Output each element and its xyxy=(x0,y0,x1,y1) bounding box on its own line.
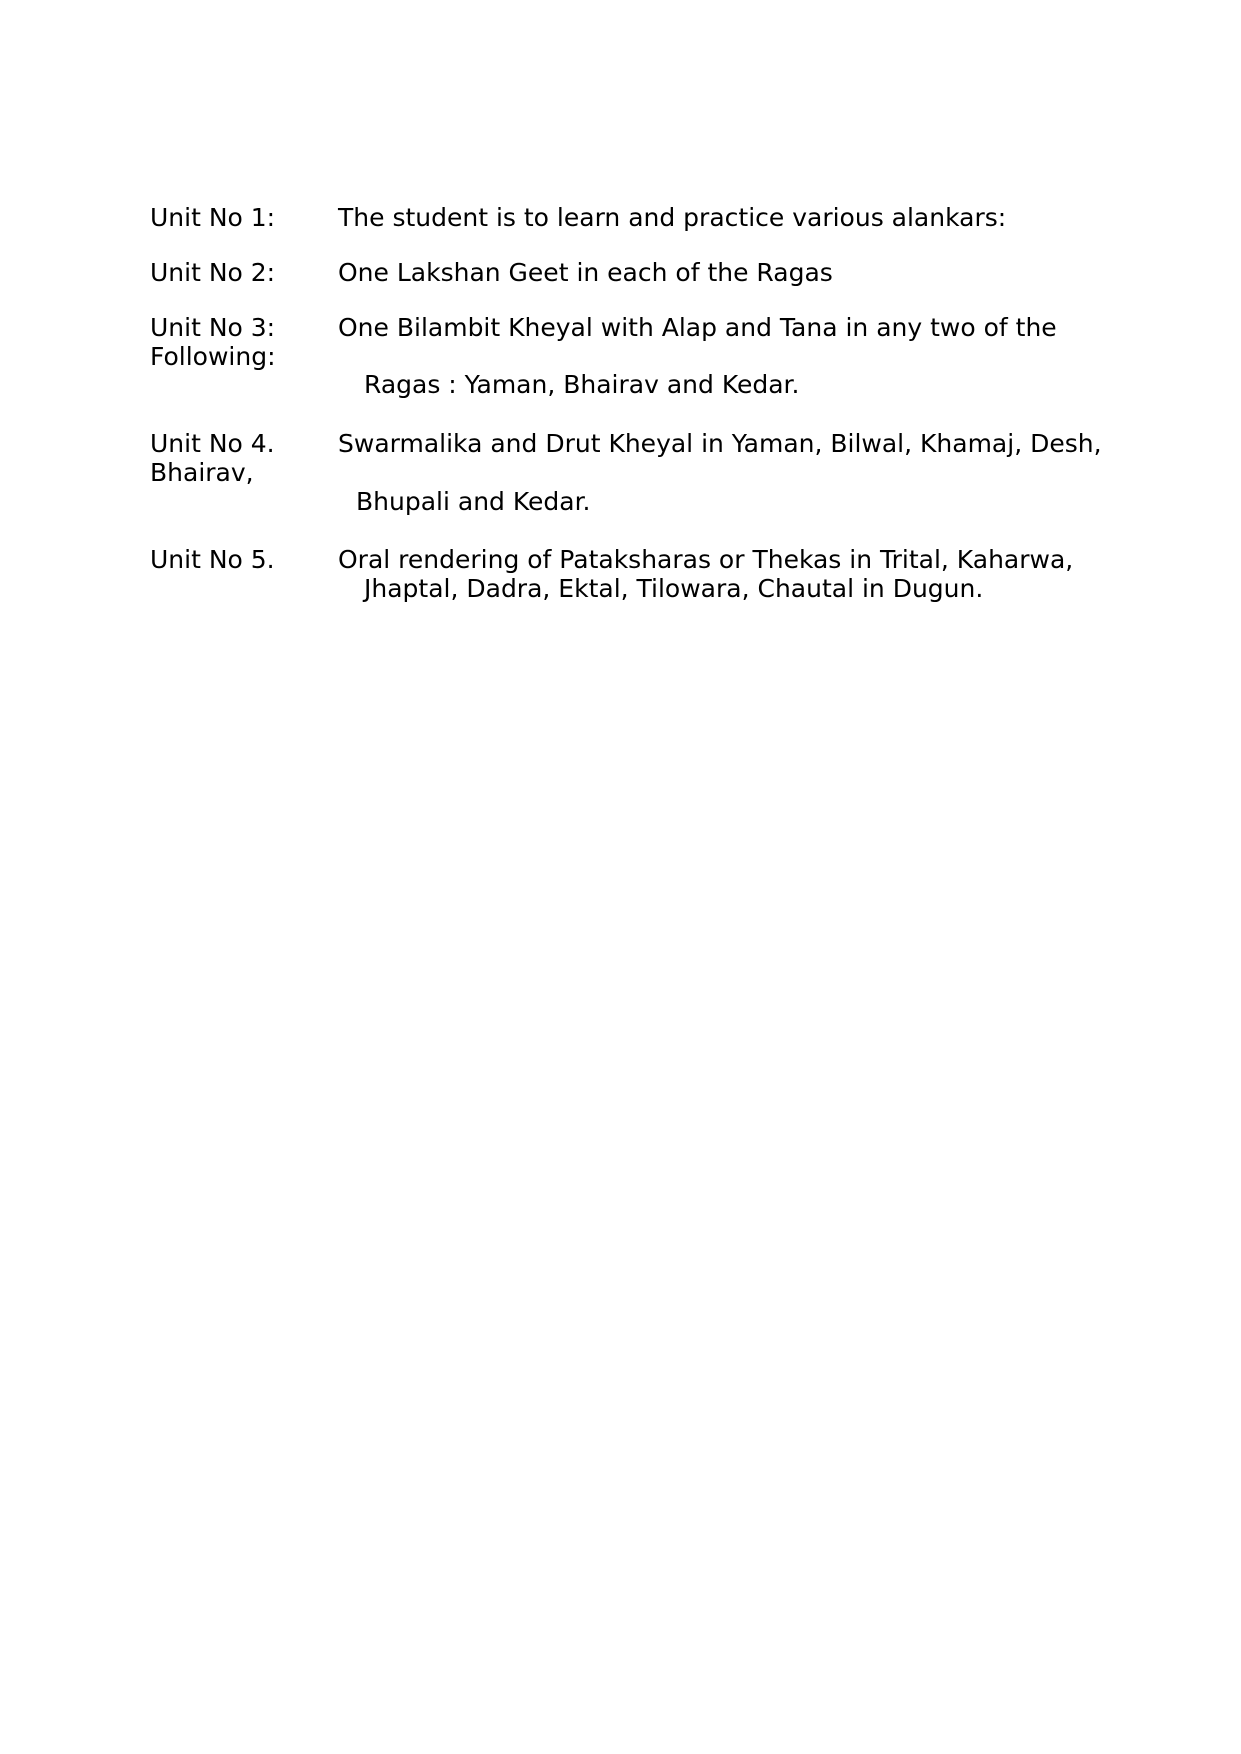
unit-5-text-continued: Jhaptal, Dadra, Ektal, Tilowara, Chautal in Dugun. xyxy=(364,574,984,603)
unit-5-text: Oral rendering of Pataksharas or Thekas in Trital, Kaharwa, xyxy=(338,545,1074,574)
unit-1-label: Unit No 1: xyxy=(150,203,276,232)
unit-2-text: One Lakshan Geet in each of the Ragas xyxy=(338,258,833,287)
unit-3-label-continued: Following: xyxy=(150,342,276,371)
unit-3-text: One Bilambit Kheyal with Alap and Tana in any two of the xyxy=(338,313,1057,342)
unit-1-text: The student is to learn and practice various alankars: xyxy=(338,203,1007,232)
unit-4-text: Swarmalika and Drut Kheyal in Yaman, Bilwal, Khamaj, Desh, xyxy=(338,429,1102,458)
unit-3-text-continued: Ragas : Yaman, Bhairav and Kedar. xyxy=(364,370,800,399)
unit-5-label: Unit No 5. xyxy=(150,545,275,574)
unit-2-label: Unit No 2: xyxy=(150,258,276,287)
unit-4-label-continued: Bhairav, xyxy=(150,458,254,487)
unit-4-label: Unit No 4. xyxy=(150,429,275,458)
unit-4-text-continued: Bhupali and Kedar. xyxy=(356,487,591,516)
unit-3-label: Unit No 3: xyxy=(150,313,276,342)
